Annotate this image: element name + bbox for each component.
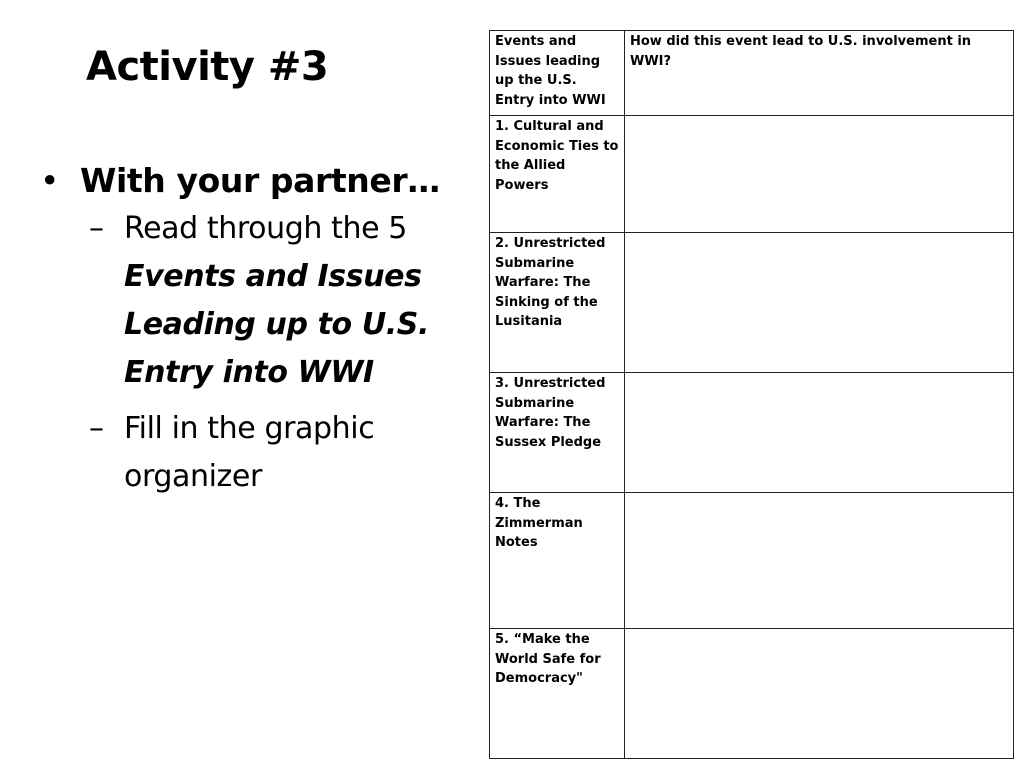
event-cell: 4. The Zimmerman Notes [490, 493, 625, 629]
header-events-cell: Events and Issues leading up the U.S. Entry into WWI [490, 31, 625, 116]
bullet-text: With your partner… [80, 161, 440, 200]
response-cell[interactable] [625, 373, 1014, 493]
table-row [490, 629, 1014, 759]
event-cell: 5. “Make the World Safe for Democracy" [490, 629, 625, 759]
sub-item-dash: – [89, 410, 104, 446]
bullet-list [40, 160, 460, 501]
event-cell: 2. Unrestricted Submarine Warfare: The Sinking of the Lusitania [490, 233, 625, 373]
graphic-organizer-table [489, 30, 1014, 759]
event-cell: 1. Cultural and Economic Ties to the Allied Powers [490, 116, 625, 233]
sub-item-text [124, 205, 460, 397]
table-row [490, 233, 1014, 373]
bullet-dot: • [40, 161, 60, 200]
sub-item-fill [89, 405, 460, 501]
sub-item-dash: – [89, 210, 104, 246]
event-cell: 3. Unrestricted Submarine Warfare: The Sussex Pledge [490, 373, 625, 493]
sub-item-text: Fill in the graphic organizer [124, 410, 375, 494]
sub-item-emphasis-text: Events and Issues Leading up to U.S. Entry into WWI [124, 258, 429, 390]
response-cell[interactable] [625, 629, 1014, 759]
table-row [490, 373, 1014, 493]
slide-title: Activity #3 [86, 44, 329, 90]
header-involvement-cell: How did this event lead to U.S. involvement in WWI? [625, 31, 1014, 116]
response-cell[interactable] [625, 493, 1014, 629]
table-row [490, 116, 1014, 233]
table-header-row [490, 31, 1014, 116]
bullet-item [40, 160, 460, 203]
sub-item-plain-text: Read through the 5 [124, 210, 407, 246]
response-cell[interactable] [625, 233, 1014, 373]
sub-item-read [89, 205, 460, 397]
response-cell[interactable] [625, 116, 1014, 233]
table-row [490, 493, 1014, 629]
